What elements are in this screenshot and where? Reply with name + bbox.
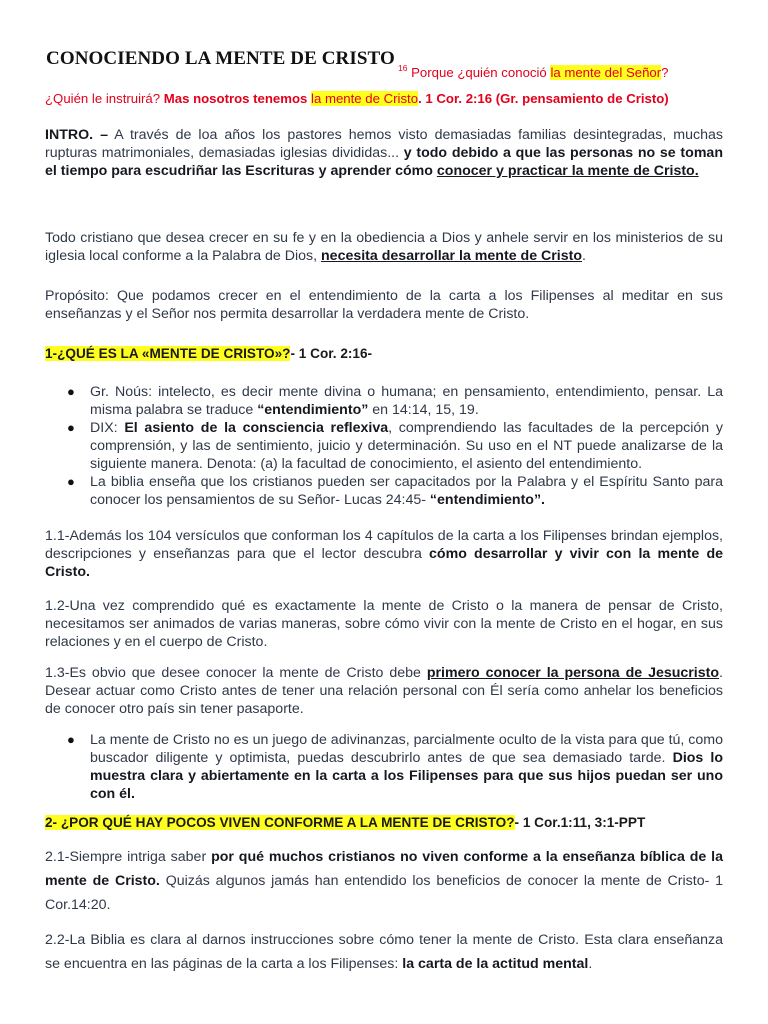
intro-bold: y todo debido a que las personas no se toman el tiempo para escudriñar las Escrituras y aprender cómo [45,145,723,179]
document-title: CONOCIENDO LA MENTE DE CRISTO [46,48,395,69]
p2-bold-underline: necesita desarrollar la mente de Cristo [321,248,583,264]
paragraph-1-1 [45,527,723,581]
bullet-text: DIX: [90,420,125,436]
bullet-text: La mente de Cristo no es un juego de adivinanzas, parcialmente oculto de la vista para que tú, como buscador diligente y optimista, puedas descubrirlo antes de que sea demasiado tarde. [90,732,723,766]
bullet-bold: Dios lo muestra clara y abiertamente en la carta a los Filipenses para que sus hijos puedan ser uno con él. [90,750,724,802]
p21-text: 2.1-Siempre intriga saber [45,849,212,865]
list-item [45,473,723,509]
bullet-list-1 [45,383,723,509]
verse-line-2 [45,91,669,106]
intro-label: INTRO. – [45,127,108,143]
bullet-icon: ● [67,384,75,399]
list-item [45,383,723,419]
p2-end: . [582,248,586,264]
bullet-icon: ● [67,420,75,435]
heading-1-ref: - 1 Cor. 2:16- [290,346,373,361]
verse-number: 16 [398,63,408,73]
heading-1-highlight: 1-¿QUÉ ES LA «MENTE DE CRISTO»? [45,346,291,361]
intro-bold-underline: conocer y practicar la mente de Cristo. [436,163,699,179]
heading-2-highlight: 2- ¿POR QUÉ HAY POCOS VIVEN CONFORME A LA MENTE DE CRISTO? [45,815,515,830]
p13-bold-underline: primero conocer la persona de Jesucristo [426,665,720,681]
intro-text: A través de loa años los pastores hemos visto demasiadas familias desintegradas, muchas rupturas matrimoniales, demasiadas iglesias divididas... [45,127,723,161]
verse-question: ¿Quién le instruirá? [45,91,164,106]
p2-text: Todo cristiano que desea crecer en su fe y en la obediencia a Dios y anhele servir en los ministerios de su iglesia local conforme a la Palabra de Dios, [45,230,723,264]
list-item [45,419,723,473]
verse-highlight-2: la mente de Cristo [311,91,419,106]
bullet-icon: ● [67,732,75,747]
verse-highlight: la mente del Señor [550,65,662,80]
bullet-icon: ● [67,474,75,489]
paragraph-todo-cristiano [45,229,723,265]
paragraph-2-2 [45,928,723,976]
bullet-bold: El asiento de la consciencia reflexiva [124,420,389,436]
p21-end: Quizás algunos jamás han entendido los beneficios de conocer la mente de Cristo- 1 Cor.14:20. [45,873,723,913]
p11-text: 1.1-Además los 104 versículos que conforman los 4 capítulos de la carta a los Filipenses brindan ejemplos, descripciones y enseñanzas para que el lector descubra [45,528,723,562]
bullet-end: en 14:14, 15, 19. [368,402,479,418]
bullet-bold: “entendimiento”. [429,492,546,508]
paragraph-2-1 [45,845,723,917]
p13-text: 1.3-Es obvio que desee conocer la mente de Cristo debe [45,665,427,681]
p13-end: . Desear actuar como Cristo antes de tener una relación personal con Él sería como anhelar los beneficios de conocer otro país sin tener pasaporte. [45,665,723,717]
heading-2 [45,815,645,830]
bullet-end: , comprendiendo las facultades de la percepción y comprensión, y las de sentimiento, juicio y determinación. Su uso en el NT puede analizarse de la siguiente manera. Denota: (a) la facultad de conocimiento, el asiento del entendimiento. [90,420,723,472]
p22-bold: la carta de la actitud mental [402,956,589,972]
verse-reference: . 1 Cor. 2:16 (Gr. pensamiento de Cristo) [418,91,669,106]
verse-bold: Mas nosotros tenemos [163,91,312,106]
p21-bold: por qué muchos cristianos no viven conforme a la enseñanza bíblica de la mente de Cristo. [45,849,723,889]
verse-line-1 [398,63,668,80]
p22-text: 2.2-La Biblia es clara al darnos instrucciones sobre cómo tener la mente de Cristo. Esta clara enseñanza se encuentra en las páginas de la carta a los Filipenses: [45,932,723,972]
p11-bold: cómo desarrollar y vivir con la mente de Cristo. [45,546,723,580]
p22-end: . [588,956,593,972]
verse-text: Porque ¿quién conoció [407,65,551,80]
bullet-text: La biblia enseña que los cristianos pueden ser capacitados por la Palabra y el Espíritu Santo para conocer los pensamientos de su Señor- Lucas 24:45- [90,474,723,508]
verse-text-end: ? [661,65,669,80]
bullet-text: Gr. Noús: intelecto, es decir mente divina o humana; en pensamiento, entendimiento, pensar. La misma palabra se traduce [90,384,723,418]
paragraph-1-2: 1.2-Una vez comprendido qué es exactamente la mente de Cristo o la manera de pensar de Cristo, necesitamos ser animados de varias maneras, sobre cómo vivir con la mente de Cristo en el hogar, en sus relaciones y en el cuerpo de Cristo. [45,598,723,650]
heading-1 [45,346,372,361]
bullet-bold: “entendimiento” [257,402,369,418]
paragraph-1-3 [45,664,723,718]
list-item [45,731,723,803]
intro-paragraph [45,126,723,180]
proposito-paragraph: Propósito: Que podamos crecer en el entendimiento de la carta a los Filipenses al meditar en sus enseñanzas y el Señor nos permita desarrollar la verdadera mente de Cristo. [45,288,723,322]
bullet-list-2 [45,731,723,803]
heading-2-ref: - 1 Cor.1:11, 3:1-PPT [514,815,646,830]
